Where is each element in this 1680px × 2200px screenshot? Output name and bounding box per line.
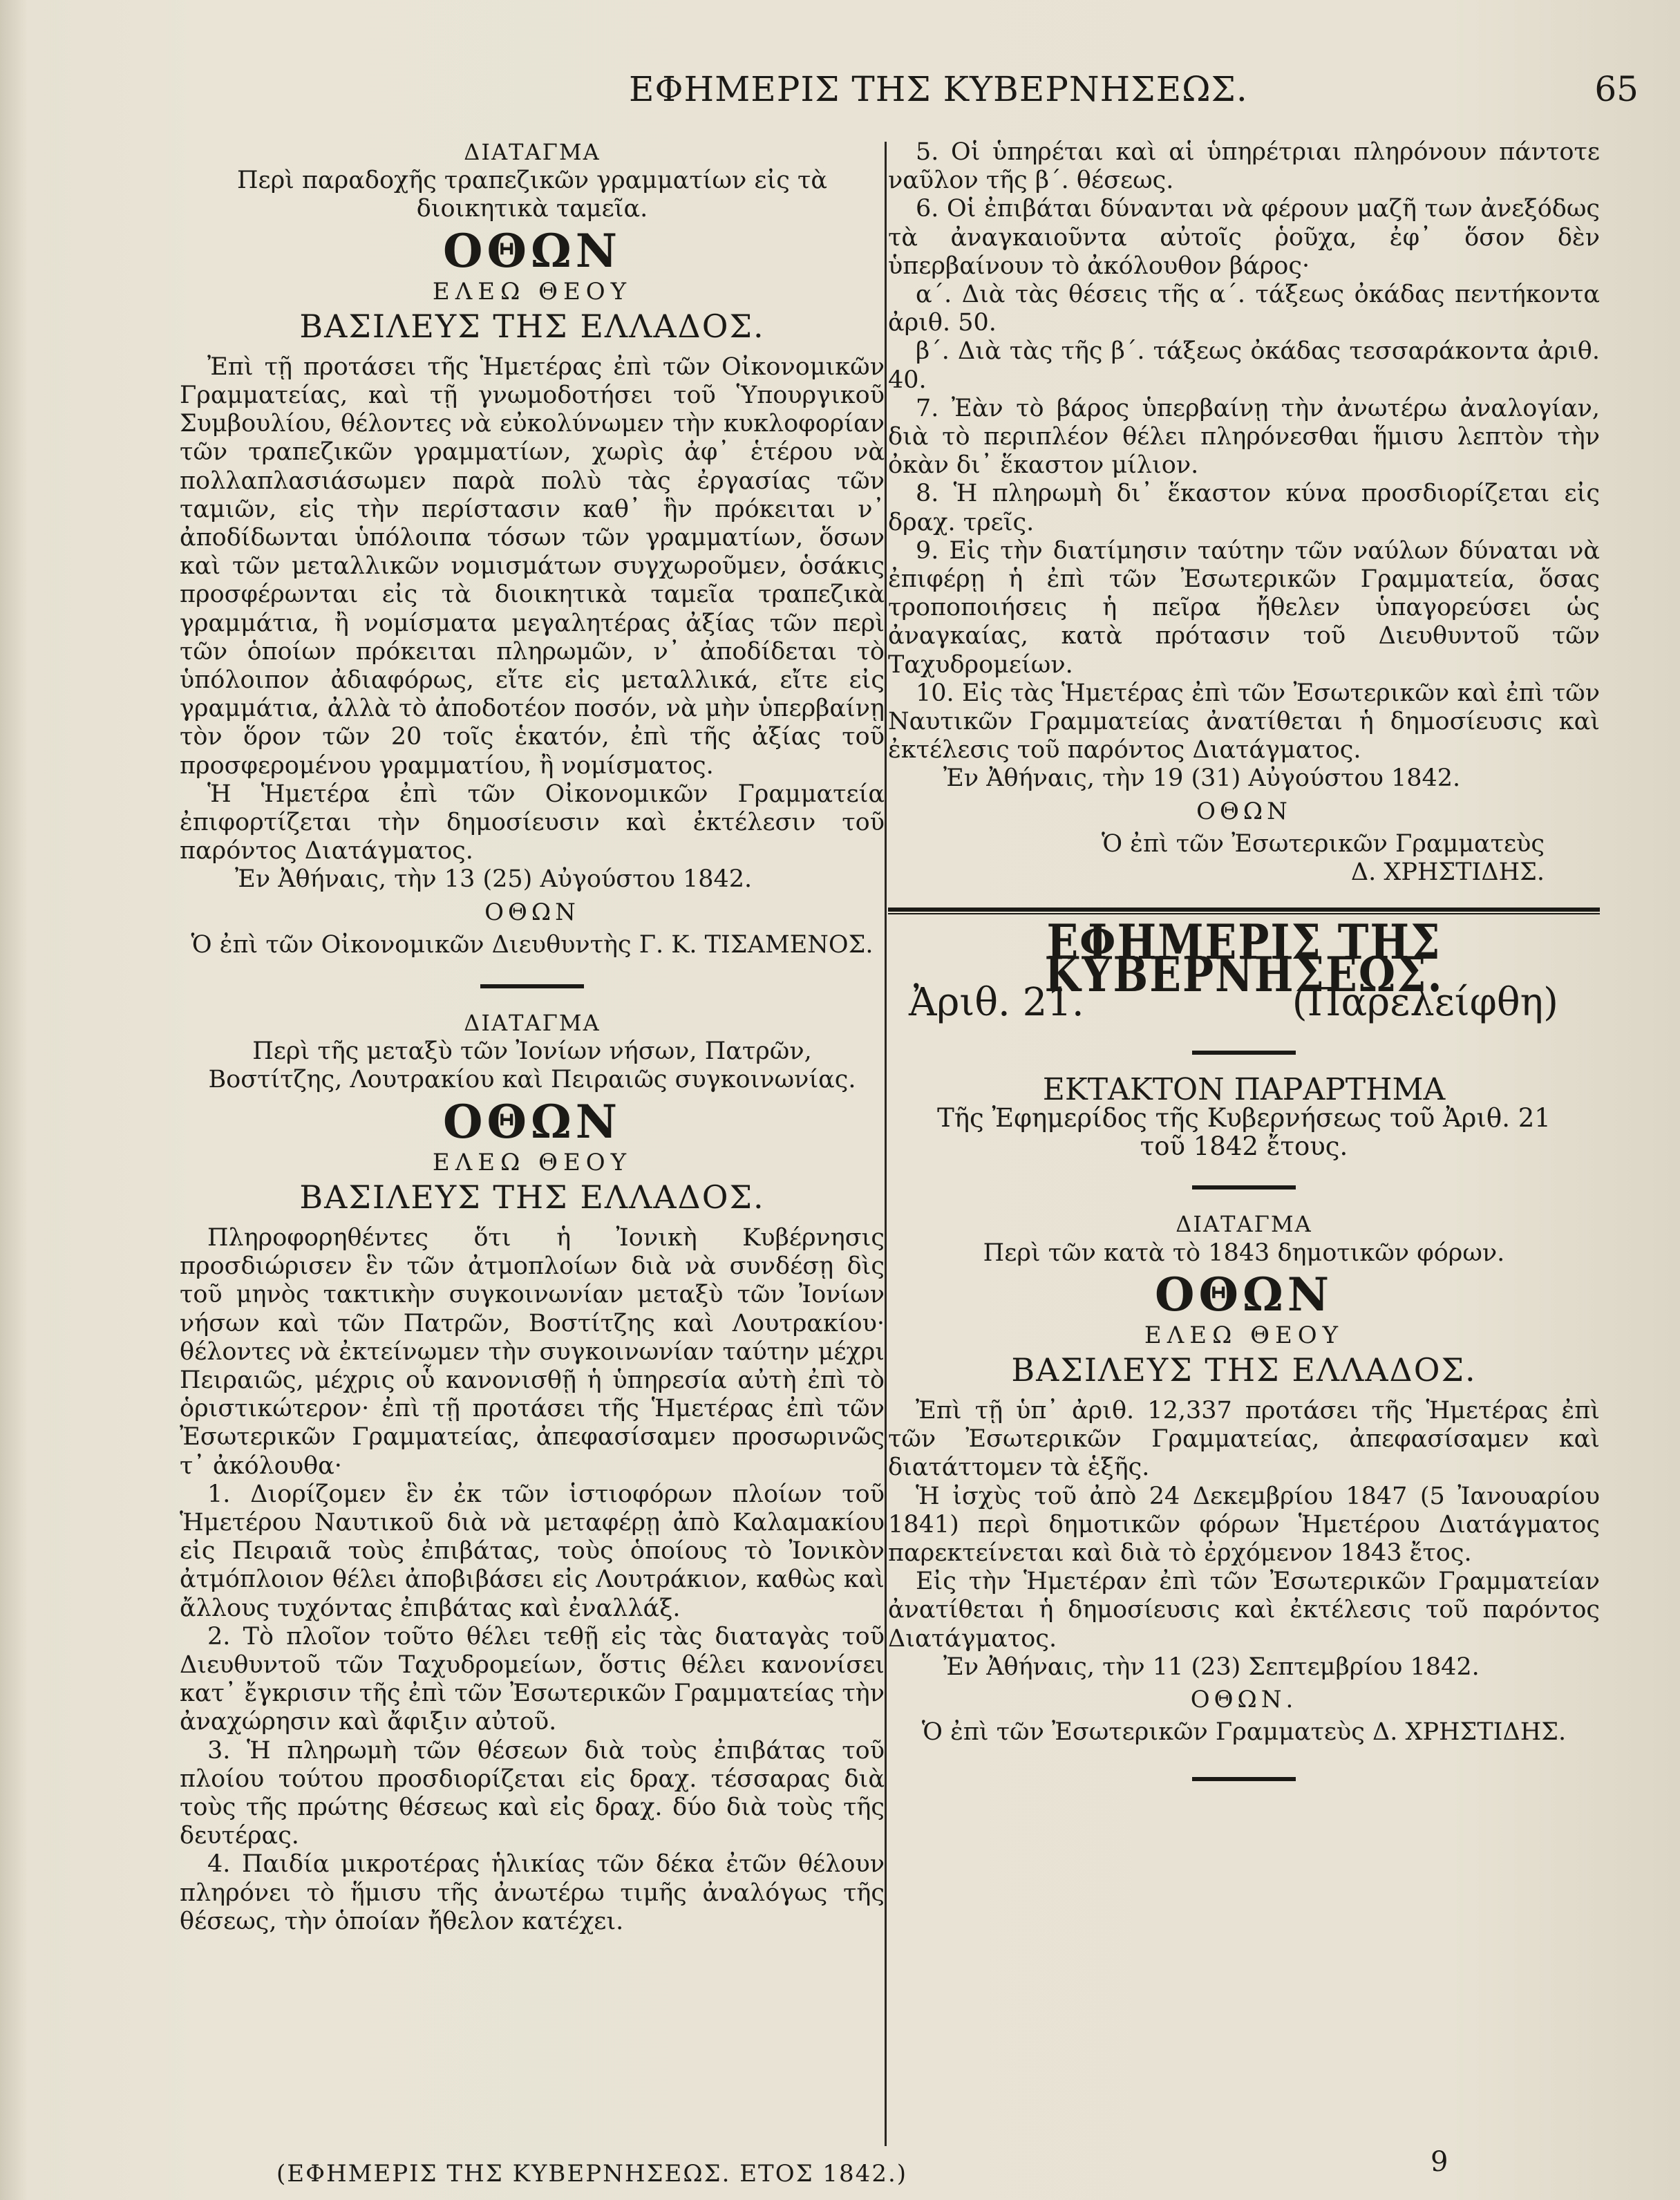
decree-preamble: Πληροφορηθέντες ὅτι ἡ Ἰονικὴ Κυβέρνησις προσδιώρισεν ἓν τῶν ἀτμοπλοίων διὰ νὰ συνδέσῃ δὶς τοῦ μηνὸς τακτικὴν συγκοινωνίαν μεταξὺ τῶν Ἰονίων νήσων καὶ τῶν Πατρῶν, Βοστίτζης καὶ Λουτρακίου· θέλοντες νὰ ἐκτείνωμεν τὴν συγκοινωνίαν ταύτην μέχρι Πειραιῶς, μέχρις οὗ κανονισθῇ ἡ ὑπηρεσία αὐτὴ ἐπὶ τὸ ὁριστικώτερον· ἐπὶ τῇ προτάσει τῆς Ἡμετέρας ἐπὶ τῶν Ἐσωτερικῶν Γραμματείας, ἀπεφασίσαμεν προσωρινῶς τ᾽ ἀκόλουθα· — [180, 1223, 885, 1480]
page-number: 65 — [1594, 69, 1639, 109]
running-title: ΕΦΗΜΕΡΙΣ ΤΗΣ ΚΥΒΕΡΝΗΣΕΩΣ. — [629, 69, 1248, 109]
supplement-number-row — [888, 979, 1600, 1044]
right-column — [888, 138, 1600, 1802]
decree-municipal-taxes — [888, 1210, 1600, 1747]
decree-paragraph: Εἰς τὴν Ἡμετέραν ἐπὶ τῶν Ἐσωτερικῶν Γραμματείαν ἀνατίθεται ἡ δημοσίευσις καὶ ἐκτέλεσις τοῦ παρόντος Διατάγματος. — [888, 1568, 1600, 1653]
king-title: ΒΑΣΙΛΕΥΣ ΤΗΣ ΕΛΛΑΔΟΣ. — [299, 307, 765, 345]
decree-paper-money — [180, 138, 885, 959]
decree-subject: Περὶ τῶν κατὰ τὸ 1843 δημοτικῶν φόρων. — [983, 1239, 1505, 1267]
left-column — [180, 138, 885, 1936]
decree-subject: Περὶ παραδοχῆς τραπεζικῶν γραμματίων εἰς τὰ διοικητικὰ ταμεῖα. — [236, 167, 828, 223]
decree-ionian-continued — [888, 138, 1600, 887]
decree-article: 9. Εἰς τὴν διατίμησιν ταύτην τῶν ναύλων δύναται νὰ ἐπιφέρῃ ἡ ἐπὶ τῶν Ἐσωτερικῶν Γραμματεία, ὅσας τροποποιήσεις ἡ πεῖρα ἤθελεν ὑπαγορεύσει ὡς ἀναγκαίας, κατὰ πρότασιν τοῦ Διευθυντοῦ τῶν Ταχυδρομείων. — [888, 536, 1600, 679]
minister-signature: Ὁ ἐπὶ τῶν Οἰκονομικῶν Διευθυντὴς Γ. Κ. ΤΙΣΑΜΕΝΟΣ. — [191, 930, 874, 959]
decree-paragraph: Ἐπὶ τῇ προτάσει τῆς Ἡμετέρας ἐπὶ τῶν Οἰκονομικῶν Γραμματείας, καὶ τῇ γνωμοδοτήσει τοῦ Ὑπουργικοῦ Συμβουλίου, θέλοντες νὰ εὐκολύνωμεν τὴν κυκλοφορίαν τῶν τραπεζικῶν γραμματίων, χωρὶς ἀφ᾽ ἑτέρου νὰ πολλαπλασιάσωμεν παρὰ πολὺ τὰς ἐργασίας τῶν ταμιῶν, εἰς τὴν περίστασιν καθ᾽ ἣν πρόκειται ν᾽ ἀποδίδωνται ὑπόλοιπα τόσων τῶν γραμματίων, ὅσων καὶ τῶν μεταλλικῶν νομισμάτων συγχωροῦμεν, ὁσάκις προσφέρωνται εἰς τὰ διοικητικὰ ταμεῖα τραπεζικὰ γραμμάτια, ἢ νομίσματα μεγαλητέρας ἀξίας τῶν περὶ τῶν ὁποίων πρόκειται πληρωμῶν, ν᾽ ἀποδίδεται τὸ ὑπόλοιπον ἀδιαφόρως, εἴτε εἰς μεταλλικά, εἴτε εἰς γραμμάτια, ἀλλὰ τὸ ἀποδοτέον ποσόν, νὰ μὴν ὑπερβαίνῃ τὸν ὅρον τῶν 20 τοῖς ἑκατόν, ἐπὶ τῆς ἀξίας τοῦ προσφερομένου γραμματίου, ἢ νομίσματος. — [180, 352, 885, 780]
supplement-subtitle: Τῆς Ἐφημερίδος τῆς Κυβερνήσεως τοῦ Ἀριθ. 21 τοῦ 1842 ἔτους. — [937, 1102, 1551, 1162]
decree-article: 7. Ἐὰν τὸ βάρος ὑπερβαίνῃ τὴν ἀνωτέρω ἀναλογίαν, διὰ τὸ περιπλέον θέλει πληρόνεσθαι ἥμισυ λεπτὸν τὴν ὀκὰν δι᾽ ἕκαστον μίλιον. — [888, 394, 1600, 480]
king-name: ΟΘΩΝ — [442, 1094, 622, 1149]
decree-date: Ἐν Ἀθήναις, τὴν 11 (23) Σεπτεμβρίου 1842. — [943, 1653, 1480, 1681]
supplement-title: ΕΦΗΜΕΡΙΣ ΤΗΣ ΚΥΒΕΡΝΗΣΕΩΣ. — [1044, 914, 1444, 1004]
decree-paragraph: Ἐπὶ τῇ ὑπ᾽ ἀριθ. 12,337 προτάσει τῆς Ἡμετέρας ἐπὶ τῶν Ἐσωτερικῶν Γραμματείας, ἀπεφασίσαμεν καὶ διατάττομεν τὰ ἑξῆς. — [888, 1396, 1600, 1482]
section-rule-thick — [888, 908, 1600, 912]
page-footer: (ΕΦΗΜΕΡΙΣ ΤΗΣ ΚΥΒΕΡΝΗΣΕΩΣ. ΕΤΟΣ 1842.) — [276, 2160, 908, 2188]
decree-paragraph: Ἡ Ἡμετέρα ἐπὶ τῶν Οἰκονομικῶν Γραμματεία ἐπιφορτίζεται τὴν δημοσίευσιν καὶ ἐκτέλεσιν τοῦ παρόντος Διατάγματος. — [180, 780, 885, 865]
king-name: ΟΘΩΝ — [442, 223, 622, 278]
supplement-masthead — [888, 914, 1600, 1162]
decree-paragraph: Ἡ ἰσχὺς τοῦ ἀπὸ 24 Δεκεμβρίου 1847 (5 Ἰανουαρίου 1841) περὶ δημοτικῶν φόρων Ἡμετέρου Διατάγματος παρεκτείνεται καὶ διὰ τὸ ἐρχόμενον 1843 ἔτος. — [888, 1482, 1600, 1567]
section-rule — [1192, 1185, 1296, 1190]
decree-heading: ΔΙΑΤΑΓΜΑ — [464, 1010, 601, 1037]
minister-name: Δ. ΧΡΗΣΤΙΔΗΣ. — [1350, 858, 1545, 887]
decree-subarticle: α΄. Διὰ τὰς θέσεις τῆς α΄. τάξεως ὀκάδας πεντήκοντα ἀριθ. 50. — [888, 281, 1600, 337]
by-grace-of-god: ΕΛΕΩ ΘΕΟΥ — [432, 1148, 632, 1176]
section-rule — [1192, 1777, 1296, 1781]
minister-title: Ὁ ἐπὶ τῶν Ἐσωτερικῶν Γραμματεὺς — [1101, 829, 1545, 858]
decree-article: 6. Οἱ ἐπιβάται δύνανται νὰ φέρουν μαζῆ των ἀνεξόδως τὰ ἀναγκαιοῦντα αὐτοῖς ῥοῦχα, ἐφ᾽ ὅσον δὲν ὑπερβαίνουν τὸ ἀκόλουθον βάρος· — [888, 195, 1600, 280]
decree-article: 3. Ἡ πληρωμὴ τῶν θέσεων διὰ τοὺς ἐπιβάτας τοῦ πλοίου τούτου προσδιορίζεται εἰς δραχ. τέσσαρας διὰ τοὺς τῆς πρώτης θέσεως καὶ εἰς δραχ. δύο διὰ τοὺς τῆς δευτέρας. — [180, 1736, 885, 1850]
decree-subject: Περὶ τῆς μεταξὺ τῶν Ἰονίων νήσων, Πατρῶν, Βοστίτζης, Λουτρακίου καὶ Πειραιῶς συγκοινωνίας. — [208, 1037, 856, 1094]
king-name: ΟΘΩΝ — [1154, 1267, 1334, 1322]
decree-heading: ΔΙΑΤΑΓΜΑ — [1176, 1211, 1312, 1238]
section-rule — [1192, 1051, 1296, 1055]
decree-date: Ἐν Ἀθήναις, τὴν 19 (31) Αὐγούστου 1842. — [943, 764, 1461, 793]
decree-article: 8. Ἡ πληρωμὴ δι᾽ ἕκαστον κύνα προσδιορίζεται εἰς δραχ. τρεῖς. — [888, 480, 1600, 536]
king-title: ΒΑΣΙΛΕΥΣ ΤΗΣ ΕΛΛΑΔΟΣ. — [299, 1178, 765, 1216]
column-divider — [885, 142, 887, 2146]
decree-article: 4. Παιδία μικροτέρας ἡλικίας τῶν δέκα ἐτῶν θέλουν πληρόνει τὸ ἥμισυ τῆς ἀνωτέρω τιμῆς ἀναλόγως τῆς θέσεως, τὴν ὁποίαν ἤθελον κατέχει. — [180, 1850, 885, 1935]
decree-subarticle: β΄. Διὰ τὰς τῆς β΄. τάξεως ὀκάδας τεσσαράκοντα ἀριθ. 40. — [888, 337, 1600, 394]
king-signature: ΟΘΩΝ — [484, 898, 580, 926]
king-signature: ΟΘΩΝ — [1196, 797, 1292, 825]
page-header — [180, 69, 1639, 111]
decree-article: 5. Οἱ ὑπηρέται καὶ αἱ ὑπηρέτριαι πληρόνουν πάντοτε ναῦλον τῆς β΄. θέσεως. — [888, 138, 1600, 195]
extraordinary-supplement: ΕΚΤΑΚΤΟΝ ΠΑΡΑΡΤΗΜΑ — [1042, 1071, 1446, 1107]
section-rule — [480, 984, 584, 988]
king-title: ΒΑΣΙΛΕΥΣ ΤΗΣ ΕΛΛΑΔΟΣ. — [1011, 1351, 1477, 1389]
decree-heading: ΔΙΑΤΑΓΜΑ — [464, 139, 601, 165]
king-signature: ΟΘΩΝ. — [1190, 1685, 1298, 1713]
decree-date: Ἐν Ἀθήναις, τὴν 13 (25) Αὐγούστου 1842. — [235, 865, 753, 894]
by-grace-of-god: ΕΛΕΩ ΘΕΟΥ — [1144, 1321, 1344, 1349]
by-grace-of-god: ΕΛΕΩ ΘΕΟΥ — [432, 277, 632, 305]
printer-signature-mark: 9 — [1431, 2146, 1448, 2178]
decree-article: 10. Εἰς τὰς Ἡμετέρας ἐπὶ τῶν Ἐσωτερικῶν καὶ ἐπὶ τῶν Ναυτικῶν Γραμματείας ἀνατίθεται ἡ δημοσίευσις καὶ ἐκτέλεσις τοῦ παρόντος Διατάγματος. — [888, 679, 1600, 764]
omitted-note: (Παρελείφθη) — [1292, 979, 1558, 1025]
decree-article: 2. Τὸ πλοῖον τοῦτο θέλει τεθῇ εἰς τὰς διαταγὰς τοῦ Διευθυντοῦ τῶν Ταχυδρομείων, ὅστις θέλει κανονίσει κατ᾽ ἔγκρισιν τῆς ἐπὶ τῶν Ἐσωτερικῶν Γραμματείας τὴν ἀναχώρησιν καὶ ἄφιξιν αὐτοῦ. — [180, 1622, 885, 1736]
minister-signature: Ὁ ἐπὶ τῶν Ἐσωτερικῶν Γραμματεὺς Δ. ΧΡΗΣΤΙΔΗΣ. — [921, 1718, 1567, 1747]
decree-ionian-communication — [180, 1009, 885, 1936]
issue-number: Ἀριθ. 21. — [909, 979, 1084, 1025]
decree-article: 1. Διορίζομεν ἓν ἐκ τῶν ἱστιοφόρων πλοίων τοῦ Ἡμετέρου Ναυτικοῦ διὰ νὰ μεταφέρῃ ἀπὸ Καλαμακίου εἰς Πειραιᾶ τοὺς ἐπιβάτας, τοὺς ὁποίους τὸ Ἰονικὸν ἀτμόπλοιον θέλει ἀποβιβάσει εἰς Λουτράκιον, καθὼς καὶ ἄλλους τυχόντας ἐπιβάτας καὶ ἐναλλάξ. — [180, 1480, 885, 1622]
